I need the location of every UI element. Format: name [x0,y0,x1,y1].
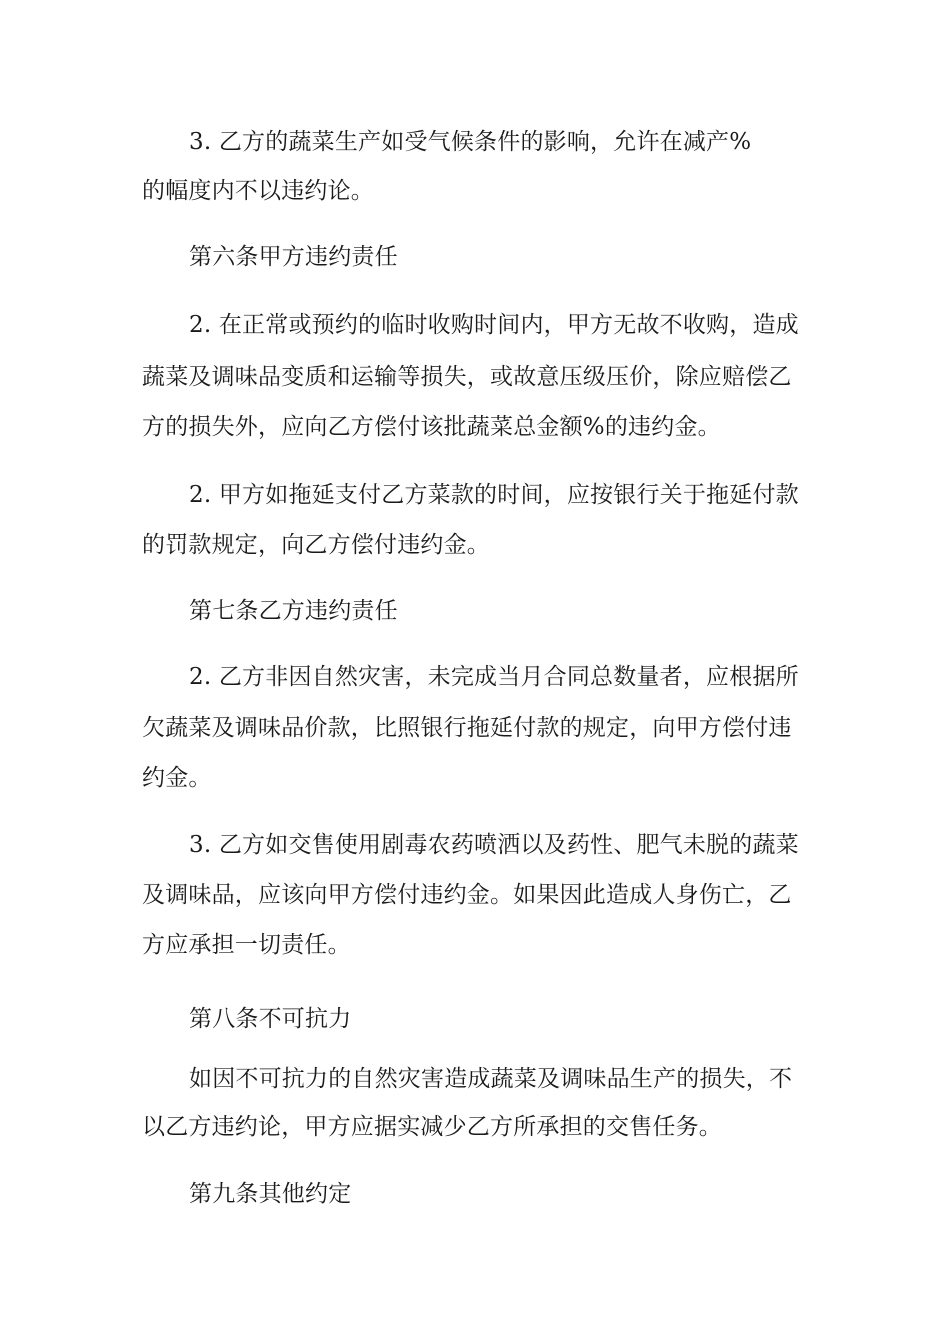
paragraph-line: 方应承担一切责任。 [142,932,351,958]
paragraph-line: 约金。 [142,765,212,791]
paragraph-line: 蔬菜及调味品变质和运输等损失，或故意压级压价，除应赔偿乙 [142,364,792,390]
paragraph-line: 欠蔬菜及调味品价款，比照银行拖延付款的规定，向甲方偿付违 [142,715,792,741]
paragraph-line: 2. 甲方如拖延支付乙方菜款的时间，应按银行关于拖延付款 [189,482,799,508]
paragraph-line: 3. 乙方的蔬菜生产如受气候条件的影响，允许在减产% [189,129,752,155]
paragraph-line: 方的损失外，应向乙方偿付该批蔬菜总金额%的违约金。 [142,414,721,440]
paragraph-line: 2. 在正常或预约的临时收购时间内，甲方无故不收购，造成 [189,312,799,338]
paragraph-line: 以乙方违约论，甲方应据实减少乙方所承担的交售任务。 [142,1114,722,1140]
paragraph-line: 3. 乙方如交售使用剧毒农药喷洒以及药性、肥气未脱的蔬菜 [189,832,799,858]
section-heading: 第七条乙方违约责任 [189,598,398,624]
section-heading: 第六条甲方违约责任 [189,244,398,270]
paragraph-line: 的罚款规定，向乙方偿付违约金。 [142,532,490,558]
section-heading: 第九条其他约定 [189,1181,352,1207]
paragraph-line: 的幅度内不以违约论。 [142,178,374,204]
paragraph-line: 2. 乙方非因自然灾害，未完成当月合同总数量者，应根据所 [189,664,799,690]
paragraph-line: 及调味品，应该向甲方偿付违约金。如果因此造成人身伤亡，乙 [142,882,792,908]
paragraph-line: 如因不可抗力的自然灾害造成蔬菜及调味品生产的损失，不 [189,1066,793,1092]
section-heading: 第八条不可抗力 [189,1006,352,1032]
